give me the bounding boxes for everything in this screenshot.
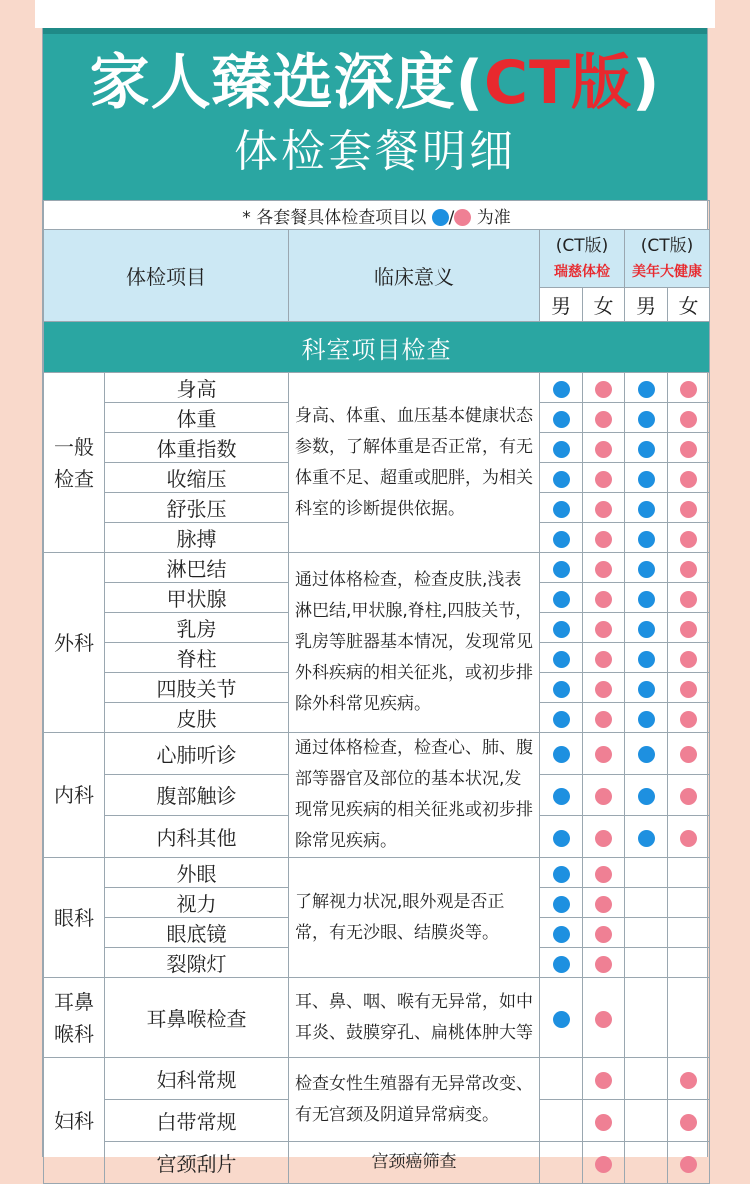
availability-cell — [583, 643, 625, 673]
female-label: 女 — [583, 288, 625, 322]
department-label: 妇科 — [44, 1058, 105, 1184]
exam-item-name: 四肢关节 — [105, 673, 289, 703]
blue-dot-icon — [553, 681, 570, 698]
pink-dot-icon — [595, 471, 612, 488]
col-header-item: 体检项目 — [44, 230, 289, 322]
pink-dot-icon — [680, 381, 697, 398]
availability-cell — [583, 1142, 625, 1184]
pink-dot-icon — [680, 411, 697, 428]
legend-note-row — [44, 201, 710, 230]
blue-dot-icon — [638, 381, 655, 398]
availability-cell — [540, 733, 583, 775]
availability-cell — [583, 978, 625, 1058]
availability-cell — [625, 816, 668, 858]
availability-cell — [583, 774, 625, 816]
col-header-package-1 — [540, 230, 625, 288]
exam-item-name: 舒张压 — [105, 493, 289, 523]
availability-cell — [540, 816, 583, 858]
blue-dot-icon — [638, 746, 655, 763]
package-detail-card — [42, 28, 708, 1176]
availability-cell — [583, 493, 625, 523]
availability-cell — [668, 918, 710, 948]
availability-cell — [540, 643, 583, 673]
clinical-meaning: 耳、鼻、咽、喉有无异常，如中耳炎、鼓膜穿孔、扁桃体肿大等 — [289, 978, 540, 1058]
department-label: 外科 — [44, 553, 105, 733]
pink-dot-icon — [595, 830, 612, 847]
availability-cell — [668, 888, 710, 918]
blue-dot-icon — [638, 411, 655, 428]
availability-cell — [625, 403, 668, 433]
section-title: 科室项目检查 — [44, 322, 710, 373]
blue-dot-icon — [553, 561, 570, 578]
availability-cell — [668, 978, 710, 1058]
availability-cell — [583, 1058, 625, 1100]
availability-cell — [668, 673, 710, 703]
availability-cell — [540, 583, 583, 613]
availability-cell — [668, 774, 710, 816]
exam-item-name: 腹部触诊 — [105, 774, 289, 816]
exam-item-name: 体重 — [105, 403, 289, 433]
availability-cell — [583, 888, 625, 918]
availability-cell — [625, 1142, 668, 1184]
male-label: 男 — [625, 288, 668, 322]
blue-dot-icon — [638, 501, 655, 518]
title-ct-version: CT版 — [484, 48, 632, 118]
exam-item-name: 眼底镜 — [105, 918, 289, 948]
table-header-row — [44, 230, 710, 288]
pink-dot-icon — [595, 381, 612, 398]
package-2-name: 美年大健康 — [632, 263, 703, 280]
availability-cell — [540, 673, 583, 703]
availability-cell — [668, 1142, 710, 1184]
availability-cell — [625, 733, 668, 775]
title-paren: ) — [631, 48, 661, 118]
blue-dot-icon — [553, 926, 570, 943]
availability-cell — [583, 733, 625, 775]
exam-item-name: 耳鼻喉检查 — [105, 978, 289, 1058]
pink-dot-icon — [680, 501, 697, 518]
female-label: 女 — [668, 288, 710, 322]
legend-slash: / — [448, 207, 455, 228]
blue-dot-icon — [553, 411, 570, 428]
availability-cell — [625, 493, 668, 523]
department-label: 耳鼻 喉科 — [44, 978, 105, 1058]
availability-cell — [540, 493, 583, 523]
table-row — [44, 1142, 710, 1184]
pink-dot-icon — [595, 1011, 612, 1028]
pink-dot-icon — [680, 621, 697, 638]
availability-cell — [668, 493, 710, 523]
availability-cell — [583, 673, 625, 703]
availability-cell — [540, 403, 583, 433]
availability-cell — [625, 463, 668, 493]
availability-cell — [668, 948, 710, 978]
blue-dot-icon — [553, 381, 570, 398]
availability-cell — [583, 858, 625, 888]
availability-cell — [625, 948, 668, 978]
blue-dot-icon — [553, 651, 570, 668]
availability-cell — [625, 523, 668, 553]
package-1-version: (CT版) — [555, 235, 609, 256]
col-header-meaning: 临床意义 — [289, 230, 540, 322]
exam-item-name: 妇科常规 — [105, 1058, 289, 1100]
blue-dot-icon — [432, 209, 449, 226]
availability-cell — [540, 523, 583, 553]
pink-dot-icon — [595, 1114, 612, 1131]
pink-dot-icon — [680, 1072, 697, 1089]
availability-cell — [625, 673, 668, 703]
header-banner — [43, 28, 707, 200]
blue-dot-icon — [553, 866, 570, 883]
blue-dot-icon — [638, 788, 655, 805]
blue-dot-icon — [638, 621, 655, 638]
male-label: 男 — [540, 288, 583, 322]
pink-dot-icon — [595, 711, 612, 728]
exam-item-name: 脉搏 — [105, 523, 289, 553]
availability-cell — [625, 703, 668, 733]
availability-cell — [540, 888, 583, 918]
blue-dot-icon — [638, 591, 655, 608]
blue-dot-icon — [553, 441, 570, 458]
availability-cell — [625, 918, 668, 948]
pink-dot-icon — [680, 561, 697, 578]
availability-cell — [583, 433, 625, 463]
availability-cell — [668, 643, 710, 673]
availability-cell — [668, 553, 710, 583]
availability-cell — [583, 816, 625, 858]
pink-dot-icon — [595, 926, 612, 943]
blue-dot-icon — [553, 621, 570, 638]
pink-dot-icon — [595, 746, 612, 763]
legend-prefix: * 各套餐具体检查项目以 — [242, 207, 427, 228]
table-row — [44, 858, 710, 888]
blue-dot-icon — [638, 651, 655, 668]
exam-item-name: 淋巴结 — [105, 553, 289, 583]
availability-cell — [583, 523, 625, 553]
availability-cell — [668, 463, 710, 493]
blue-dot-icon — [553, 956, 570, 973]
pink-dot-icon — [595, 681, 612, 698]
exam-item-name: 外眼 — [105, 858, 289, 888]
pink-dot-icon — [595, 788, 612, 805]
blue-dot-icon — [553, 501, 570, 518]
availability-cell — [625, 978, 668, 1058]
pink-dot-icon — [454, 209, 471, 226]
exam-item-name: 内科其他 — [105, 816, 289, 858]
pink-dot-icon — [680, 591, 697, 608]
pink-dot-icon — [595, 956, 612, 973]
title-main: 家人臻选深度( — [89, 48, 485, 118]
page-subtitle: 体检套餐明细 — [234, 126, 516, 177]
pink-dot-icon — [595, 441, 612, 458]
availability-cell — [540, 373, 583, 403]
availability-cell — [668, 433, 710, 463]
availability-cell — [540, 433, 583, 463]
availability-cell — [668, 1100, 710, 1142]
blue-dot-icon — [553, 830, 570, 847]
top-white-strip — [35, 0, 715, 28]
availability-cell — [625, 888, 668, 918]
availability-cell — [668, 583, 710, 613]
pink-dot-icon — [595, 411, 612, 428]
availability-cell — [583, 613, 625, 643]
availability-cell — [625, 583, 668, 613]
exam-item-name: 身高 — [105, 373, 289, 403]
blue-dot-icon — [638, 441, 655, 458]
blue-dot-icon — [553, 1011, 570, 1028]
blue-dot-icon — [638, 531, 655, 548]
pink-dot-icon — [595, 1156, 612, 1173]
availability-cell — [540, 774, 583, 816]
section-title-row — [44, 322, 710, 373]
pink-dot-icon — [680, 711, 697, 728]
availability-cell — [540, 1058, 583, 1100]
blue-dot-icon — [553, 788, 570, 805]
table-row — [44, 373, 710, 403]
availability-cell — [668, 1058, 710, 1100]
blue-dot-icon — [553, 896, 570, 913]
blue-dot-icon — [638, 711, 655, 728]
table-row — [44, 1058, 710, 1100]
exam-item-name: 脊柱 — [105, 643, 289, 673]
availability-cell — [583, 553, 625, 583]
pink-dot-icon — [680, 471, 697, 488]
legend-note — [44, 201, 710, 230]
table-row — [44, 553, 710, 583]
availability-cell — [540, 703, 583, 733]
package-2-version: (CT版) — [640, 235, 694, 256]
clinical-meaning: 宫颈癌筛查 — [289, 1142, 540, 1184]
pink-dot-icon — [680, 746, 697, 763]
availability-cell — [668, 403, 710, 433]
pink-dot-icon — [680, 1156, 697, 1173]
blue-dot-icon — [553, 711, 570, 728]
availability-cell — [668, 523, 710, 553]
pink-dot-icon — [595, 531, 612, 548]
availability-cell — [540, 858, 583, 888]
clinical-meaning: 身高、体重、血压基本健康状态参数，了解体重是否正常，有无体重不足、超重或肥胖，为相关科室的诊断提供依据。 — [289, 373, 540, 553]
table-row — [44, 978, 710, 1058]
page-title — [43, 34, 707, 118]
pink-dot-icon — [680, 1114, 697, 1131]
availability-cell — [583, 373, 625, 403]
availability-cell — [668, 373, 710, 403]
availability-cell — [625, 858, 668, 888]
legend-suffix: 为准 — [476, 207, 511, 228]
col-header-package-2 — [625, 230, 710, 288]
blue-dot-icon — [553, 531, 570, 548]
pink-dot-icon — [595, 896, 612, 913]
availability-cell — [668, 858, 710, 888]
pink-dot-icon — [680, 651, 697, 668]
availability-cell — [668, 816, 710, 858]
availability-cell — [583, 1100, 625, 1142]
pink-dot-icon — [595, 501, 612, 518]
pink-dot-icon — [595, 866, 612, 883]
availability-cell — [540, 978, 583, 1058]
department-label: 眼科 — [44, 858, 105, 978]
exam-item-name: 乳房 — [105, 613, 289, 643]
blue-dot-icon — [638, 830, 655, 847]
blue-dot-icon — [553, 471, 570, 488]
pink-dot-icon — [595, 591, 612, 608]
clinical-meaning: 检查女性生殖器有无异常改变、有无宫颈及阴道异常病变。 — [289, 1058, 540, 1142]
availability-cell — [625, 774, 668, 816]
availability-cell — [540, 1142, 583, 1184]
pink-dot-icon — [595, 621, 612, 638]
exam-item-name: 裂隙灯 — [105, 948, 289, 978]
availability-cell — [625, 373, 668, 403]
availability-cell — [540, 553, 583, 583]
availability-cell — [540, 1100, 583, 1142]
availability-cell — [625, 1058, 668, 1100]
exam-item-name: 白带常规 — [105, 1100, 289, 1142]
availability-cell — [583, 703, 625, 733]
pink-dot-icon — [680, 788, 697, 805]
availability-cell — [540, 463, 583, 493]
availability-cell — [625, 1100, 668, 1142]
availability-cell — [583, 918, 625, 948]
pink-dot-icon — [595, 1072, 612, 1089]
clinical-meaning: 通过体格检查，检查皮肤,浅表淋巴结,甲状腺,脊柱,四肢关节，乳房等脏器基本情况，发现常见外科疾病的相关征兆，或初步排除外科常见疾病。 — [289, 553, 540, 733]
pink-dot-icon — [595, 651, 612, 668]
pink-dot-icon — [595, 561, 612, 578]
pink-dot-icon — [680, 531, 697, 548]
pink-dot-icon — [680, 681, 697, 698]
exam-item-name: 皮肤 — [105, 703, 289, 733]
exam-item-name: 甲状腺 — [105, 583, 289, 613]
table-row — [44, 733, 710, 775]
availability-cell — [668, 613, 710, 643]
availability-cell — [625, 613, 668, 643]
package-1-name: 瑞慈体检 — [554, 263, 610, 280]
blue-dot-icon — [638, 471, 655, 488]
availability-cell — [540, 613, 583, 643]
clinical-meaning: 通过体格检查，检查心、肺、腹部等器官及部位的基本状况,发现常见疾病的相关征兆或初步排除常见疾病。 — [289, 733, 540, 858]
exam-item-name: 心肺听诊 — [105, 733, 289, 775]
blue-dot-icon — [638, 561, 655, 578]
availability-cell — [583, 463, 625, 493]
exam-item-name: 体重指数 — [105, 433, 289, 463]
availability-cell — [583, 583, 625, 613]
pink-dot-icon — [680, 830, 697, 847]
clinical-meaning: 了解视力状况,眼外观是否正常，有无沙眼、结膜炎等。 — [289, 858, 540, 978]
exam-item-name: 宫颈刮片 — [105, 1142, 289, 1184]
availability-cell — [625, 643, 668, 673]
exam-item-name: 收缩压 — [105, 463, 289, 493]
blue-dot-icon — [553, 746, 570, 763]
exam-item-name: 视力 — [105, 888, 289, 918]
department-label: 一般 检查 — [44, 373, 105, 553]
availability-cell — [540, 948, 583, 978]
availability-cell — [668, 703, 710, 733]
pink-dot-icon — [680, 441, 697, 458]
department-label: 内科 — [44, 733, 105, 858]
blue-dot-icon — [638, 681, 655, 698]
availability-cell — [625, 433, 668, 463]
availability-cell — [540, 918, 583, 948]
exam-table — [43, 200, 710, 1184]
availability-cell — [668, 733, 710, 775]
availability-cell — [583, 948, 625, 978]
blue-dot-icon — [553, 591, 570, 608]
availability-cell — [625, 553, 668, 583]
availability-cell — [583, 403, 625, 433]
